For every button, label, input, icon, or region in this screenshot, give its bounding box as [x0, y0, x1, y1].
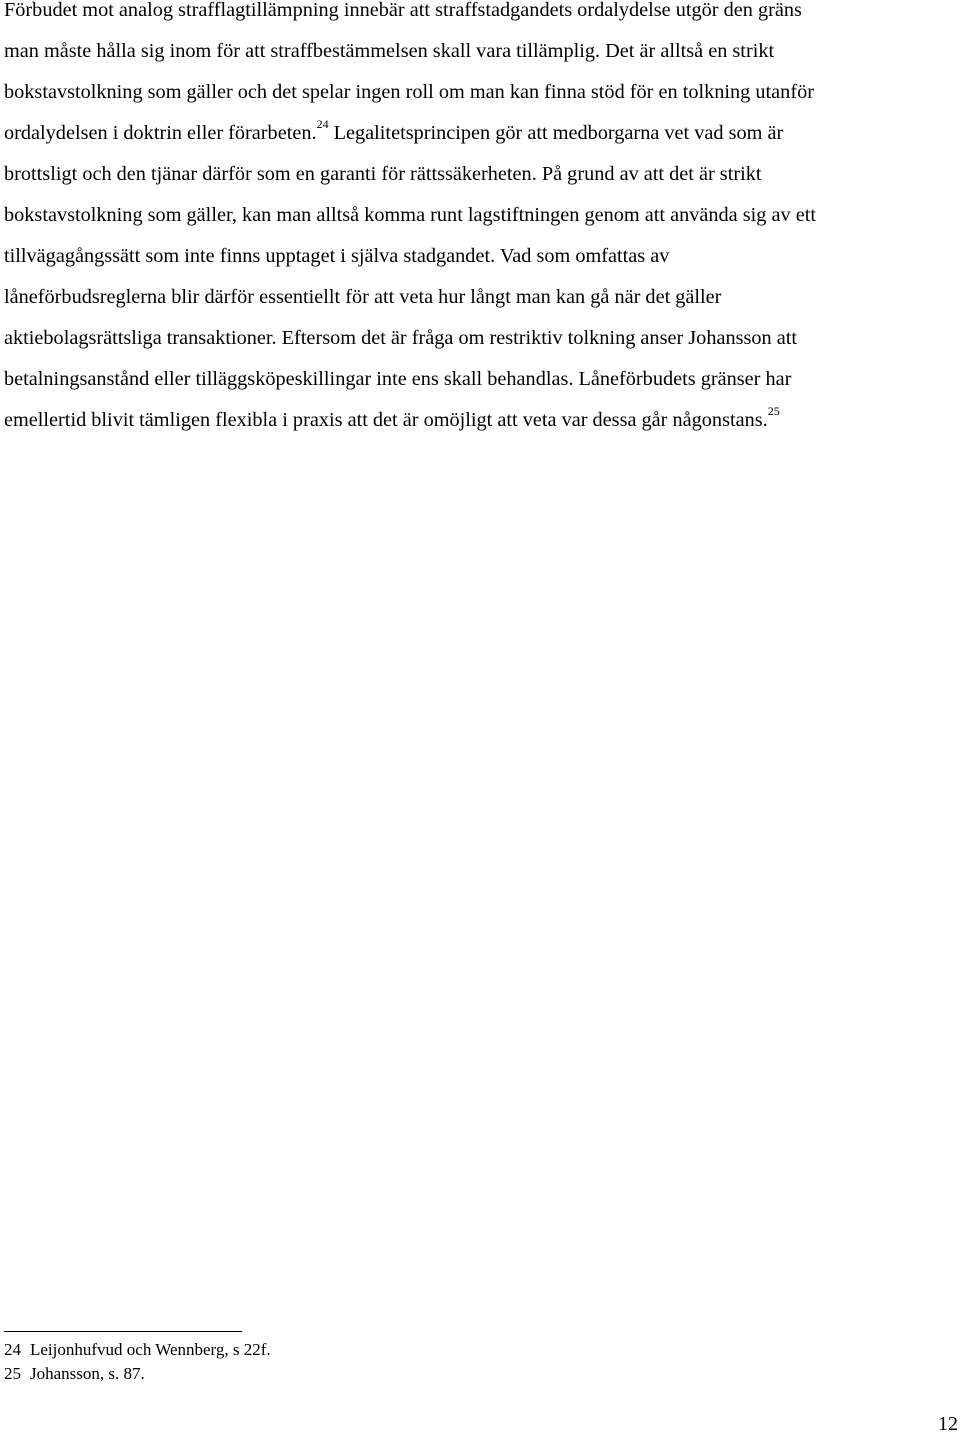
text-line: Förbudet mot analog strafflagtillämpning innebär att straffstadgandets ordalydelse utgör den gräns: [4, 0, 802, 21]
footnote-text: Leijonhufvud och Wennberg, s 22f.: [30, 1340, 271, 1359]
footnote-number: 25: [4, 1364, 21, 1383]
footnote-number: 24: [4, 1340, 21, 1359]
footnote-reference-25: 25: [767, 404, 780, 419]
footnote-25: [4, 1362, 271, 1386]
text-line: bokstavstolkning som gäller, kan man alltså komma runt lagstiftningen genom att använda sig av ett: [4, 204, 816, 226]
footnote-text: Johansson, s. 87.: [30, 1364, 145, 1383]
body-paragraph: [4, 0, 960, 441]
text-segment: Legalitetsprincipen gör att medborgarna vet vad som är: [328, 122, 784, 144]
text-segment: emellertid blivit tämligen flexibla i praxis att det är omöjligt att veta var dessa går någonstans.: [4, 409, 768, 431]
text-line: aktiebolagsrättsliga transaktioner. Eftersom det är fråga om restriktiv tolkning anser Johansson att: [4, 327, 798, 349]
footnote-24: [4, 1338, 271, 1362]
footnote-separator: [4, 1331, 242, 1332]
text-line: [4, 400, 960, 441]
text-line: [4, 113, 960, 154]
page-number: 12: [938, 1413, 958, 1435]
text-line: bokstavstolkning som gäller och det spelar ingen roll om man kan finna stöd för en tolkning utanför: [4, 81, 814, 103]
footnotes: [4, 1338, 271, 1386]
text-line: låneförbudsreglerna blir därför essentiellt för att veta hur långt man kan gå när det gäller: [4, 286, 722, 308]
footnote-reference-24: 24: [316, 117, 329, 132]
text-line: betalningsanstånd eller tilläggsköpeskillingar inte ens skall behandlas. Låneförbudets gränser har: [4, 368, 792, 390]
text-line: tillvägagångssätt som inte finns upptaget i själva stadgandet. Vad som omfattas av: [4, 245, 670, 267]
text-segment: ordalydelsen i doktrin eller förarbeten.: [4, 122, 317, 144]
text-line: man måste hålla sig inom för att straffbestämmelsen skall vara tillämplig. Det är alltså en strikt: [4, 40, 775, 62]
text-line: brottsligt och den tjänar därför som en garanti för rättssäkerheten. På grund av att det är strikt: [4, 163, 762, 185]
